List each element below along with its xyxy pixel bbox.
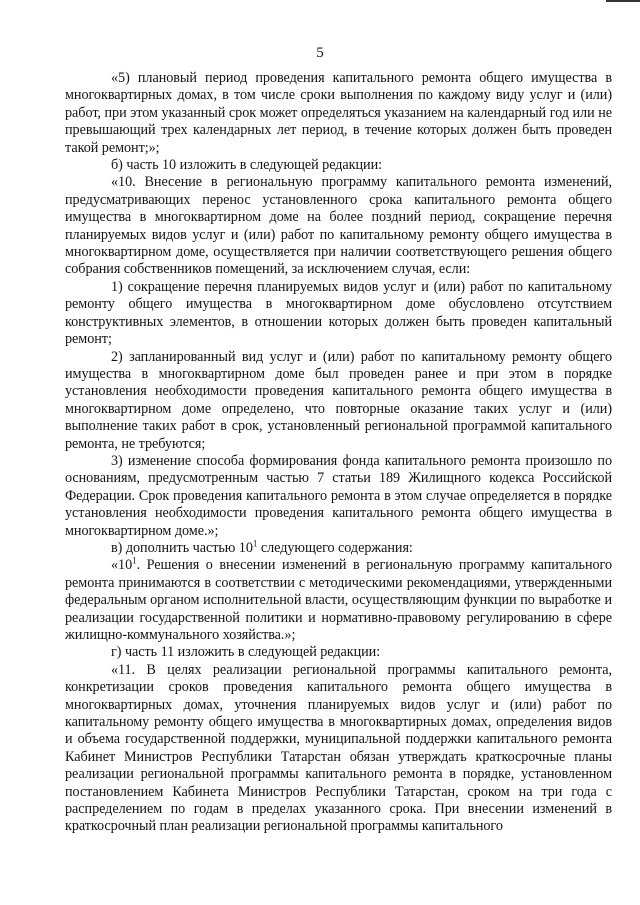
paragraph-text-before-sup: в) дополнить частью 10 (111, 539, 253, 556)
document-body (65, 70, 612, 836)
page-number: 5 (316, 45, 324, 61)
paragraph-item-5-planned-period: «5) плановый период проведения капитального ремонта общего имущества в многоквартирных домах, в том числе сроки выполнения по каждому виду услуг и (или) работ, при этом указанный срок может определяться указанием на календарный год или не превышающий трех календарных лет период, в течение которых должен быть проведен такой ремонт;»; (65, 70, 612, 156)
superscript-index: 1 (252, 538, 258, 549)
paragraph-part-10-1-text (65, 557, 612, 644)
paragraph-amend-part-10: б) часть 10 изложить в следующей редакции: (111, 157, 383, 174)
paragraph-part-10-case-2: 2) запланированный вид услуг и (или) работ по капитальному ремонту общего имущества в многоквартирном доме был проведен ранее и при этом в порядке установления необходимости проведения капитального ремонта общего имущества в многоквартирном доме определено, что повторные оказание таких услуг и (или) выполнение таких работ в срок, установленный региональной программой капитального ремонта, не требуются; (65, 348, 612, 452)
corner-scan-mark (606, 0, 640, 2)
paragraph-text-after-sup: . Решения о внесении изменений в региональную программу капитального ремонта принимаются в соответствии с методическими рекомендациями, утвержденными федеральным органом исполнительной власти, осуществляющим функции по выработке и реализации государственной политики и нормативно-правовому регулированию в сфере жилищно-коммунального хозяйства.»; (65, 557, 612, 643)
paragraph-part-11-text: «11. В целях реализации региональной программы капитального ремонта, конкретизации сроков проведения капитального ремонта общего имущества в многоквартирных домах, уточнения планируемых видов услуг и (или) работ по капитальному ремонту общего имущества в многоквартирных домах, определения видов и объема государственной поддержки, муниципальной поддержки капитального ремонта Кабинет Министров Республики Татарстан обязан утверждать краткосрочные планы реализации региональной программы капитального ремонта в порядке, установленном постановлением Кабинета Министров Республики Татарстан, сроком на три года с распределением по годам в пределах указанного срока. При внесении изменений в краткосрочный план реализации региональной программы капитального (65, 661, 612, 835)
paragraph-add-part-10-1 (65, 540, 612, 557)
paragraph-text-after-sup: следующего содержания: (257, 539, 413, 556)
paragraph-part-10-text: «10. Внесение в региональную программу капитального ремонта изменений, предусматривающих перенос установленного срока капитального ремонта общего имущества в многоквартирном доме на более поздний период, сокращение перечня планируемых видов услуг и (или) работ по капитальному ремонту общего имущества в многоквартирном доме, осуществляется при наличии соответствующего решения общего собрания собственников помещений, за исключением случая, если: (65, 174, 612, 278)
superscript-index: 1 (132, 555, 137, 566)
paragraph-part-10-case-3: 3) изменение способа формирования фонда капитального ремонта произошло по основаниям, предусмотренным частью 7 статьи 189 Жилищного кодекса Российской Федерации. Срок проведения капитального ремонта в этом случае определяется в порядке установления необходимости проведения капитального ремонта общего имущества в многоквартирном доме.»; (65, 452, 612, 539)
paragraph-amend-part-11: г) часть 11 изложить в следующей редакции: (111, 644, 381, 661)
paragraph-part-10-case-1: 1) сокращение перечня планируемых видов услуг и (или) работ по капитальному ремонту общего имущества в многоквартирном доме обусловлено отсутствием конструктивных элементов, в отношении которых должен быть проведен капитальный ремонт; (65, 278, 612, 348)
paragraph-text-before-sup: «10 (111, 557, 133, 574)
